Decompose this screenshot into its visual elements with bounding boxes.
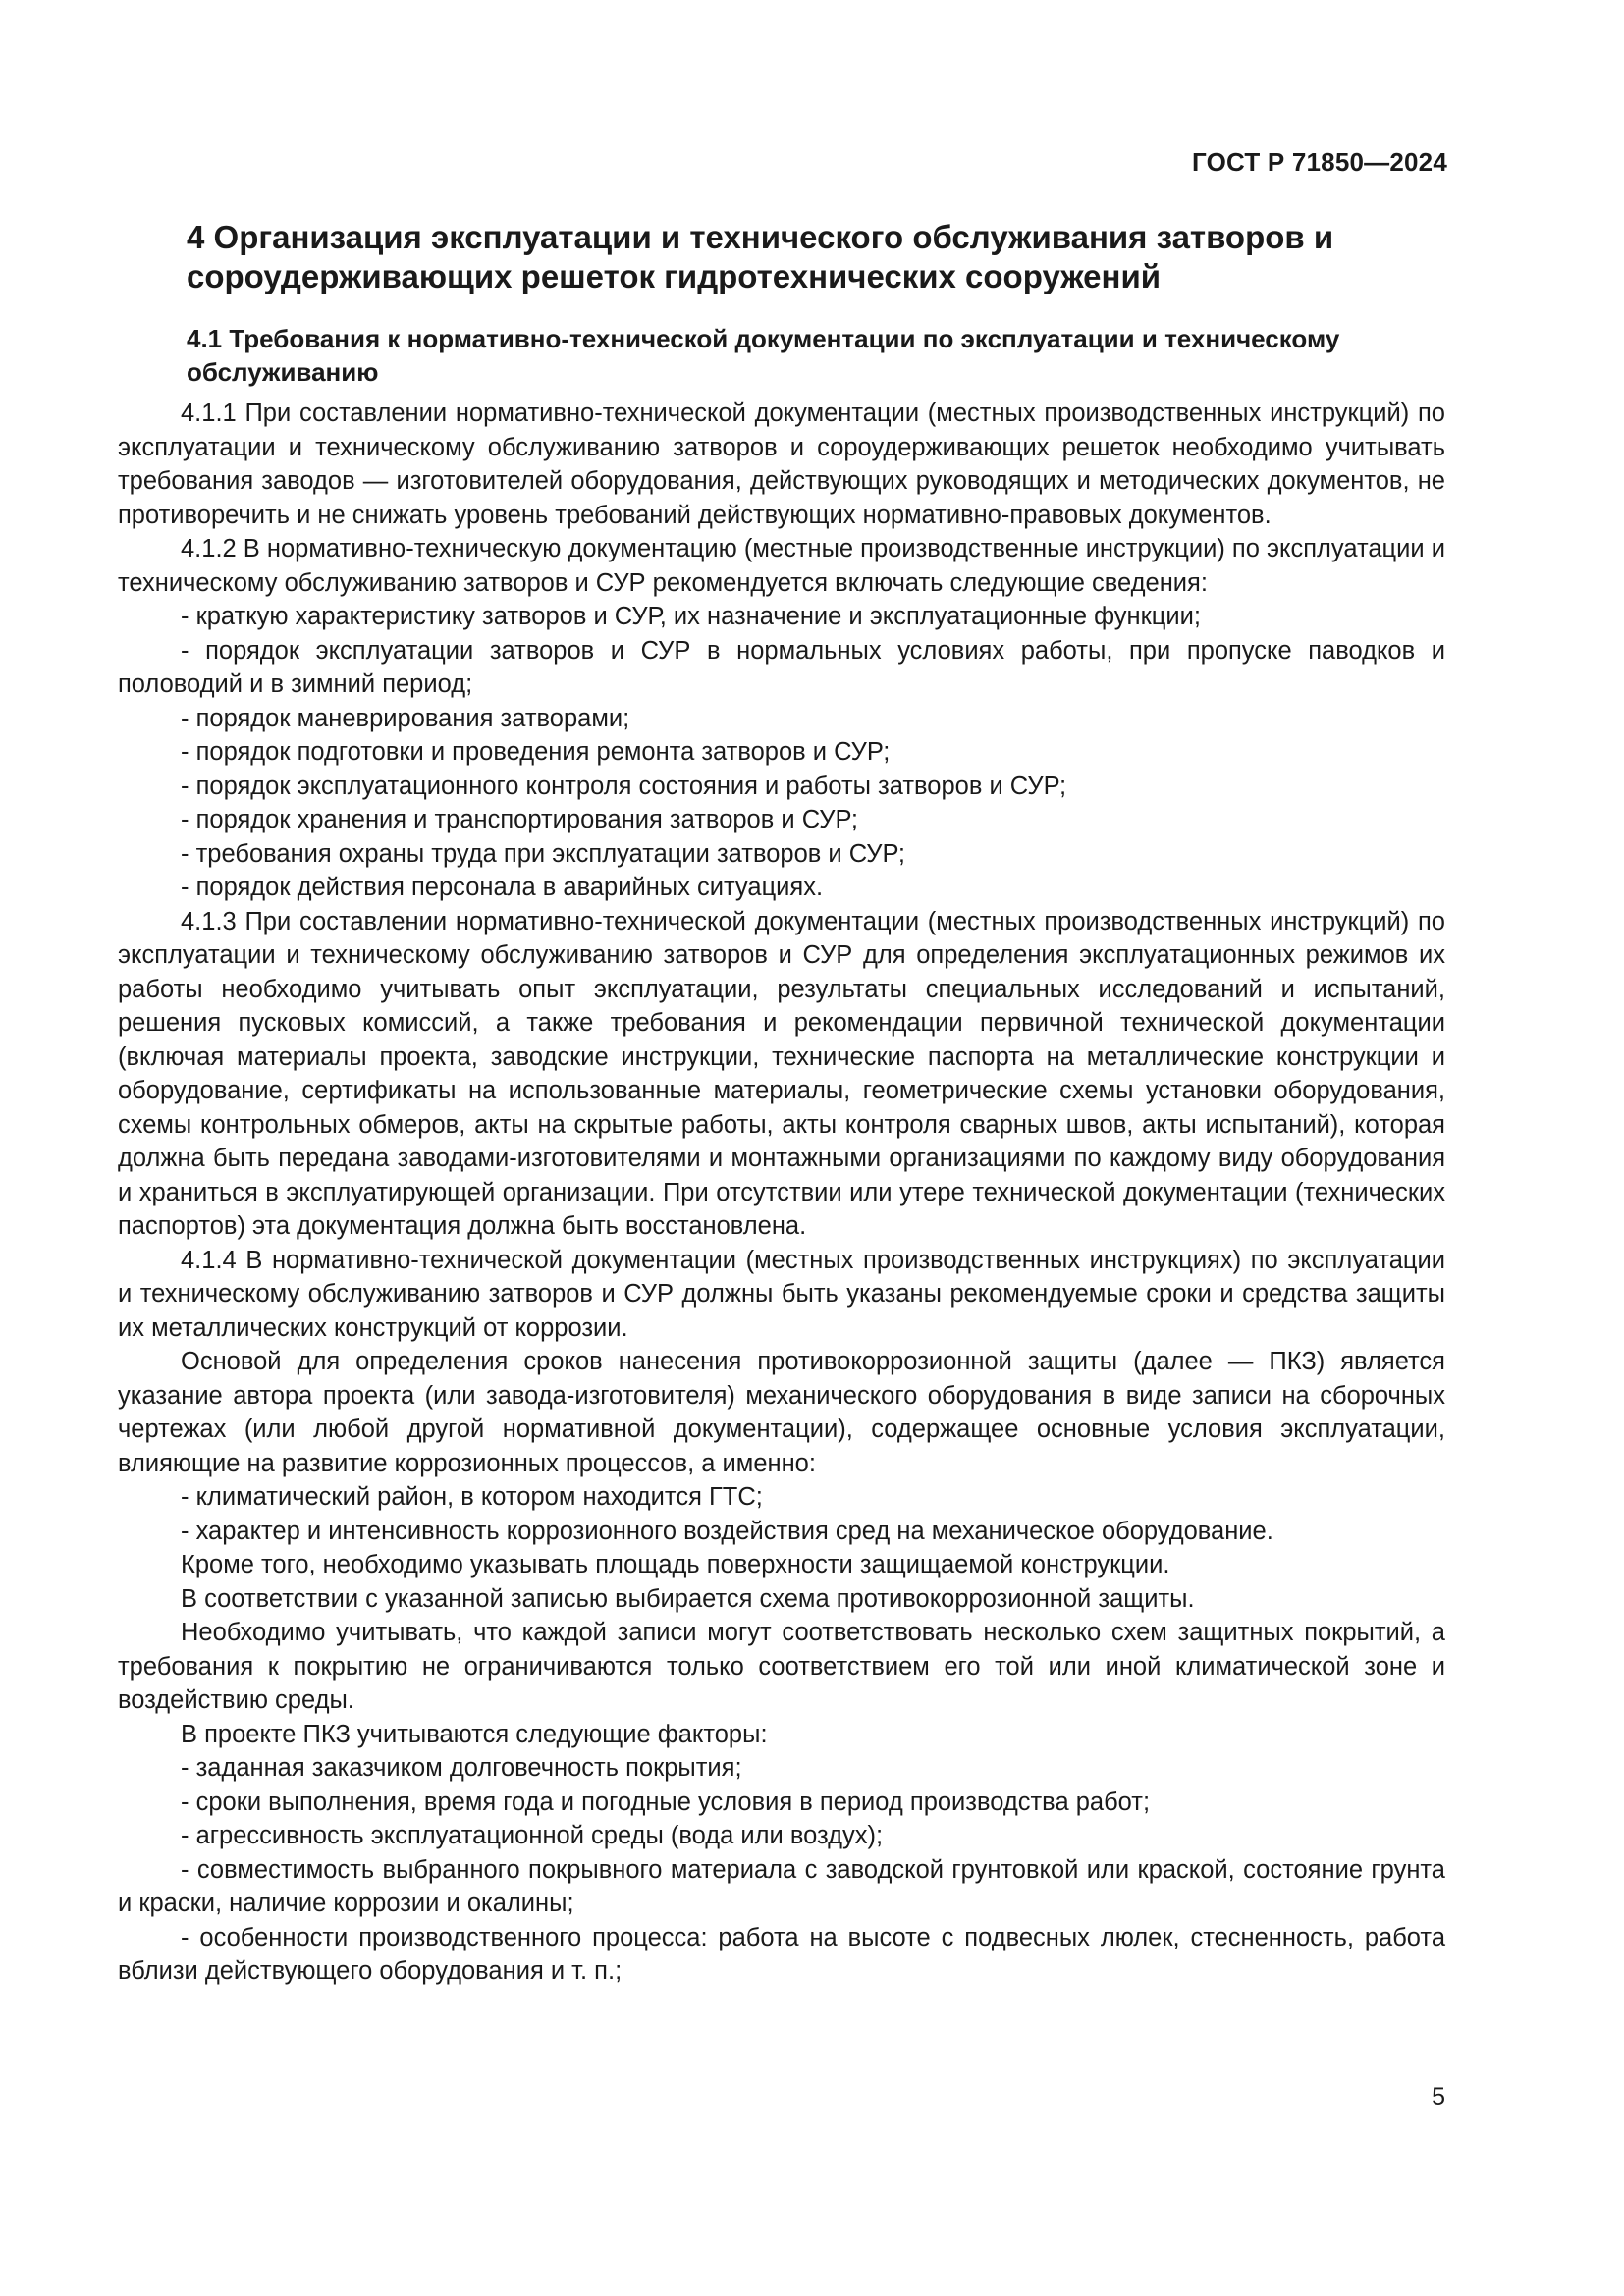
list-item: - совместимость выбранного покрывного материала с заводской грунтовкой или краской, состояние грунта и краски, наличие коррозии и окалины; xyxy=(118,1855,1445,1917)
body-text xyxy=(118,397,1445,1989)
subsection-title: 4.1 Требования к нормативно-технической документации по эксплуатации и техническому обслуживанию xyxy=(187,324,1340,387)
paragraph: Кроме того, необходимо указывать площадь поверхности защищаемой конструкции. xyxy=(181,1551,1170,1578)
section-title: 4 Организация эксплуатации и технического обслуживания затворов и сороудерживающих решеток гидротехнических сооружений xyxy=(187,219,1334,294)
list-item: - агрессивность эксплуатационной среды (вода или воздух); xyxy=(181,1822,884,1849)
list-item: - краткую характеристику затворов и СУР, их назначение и эксплуатационные функции; xyxy=(181,603,1201,630)
list-item: - требования охраны труда при эксплуатации затворов и СУР; xyxy=(181,839,906,868)
list-item: - заданная заказчиком долговечность покрытия; xyxy=(181,1754,742,1782)
page-number: 5 xyxy=(1432,2083,1445,2110)
list-item: - порядок маневрирования затворами; xyxy=(181,704,630,732)
paragraph: Основой для определения сроков нанесения противокоррозионной защиты (далее — ПКЗ) является указание автора проекта (или завода-изготовителя) механического оборудования в виде записи на сборочных чертежах (или любой другой нормативной документации), содержащее основные условия эксплуатации, влияющие на развитие коррозионных процессов, а именно: xyxy=(118,1348,1445,1477)
paragraph: 4.1.3 При составлении нормативно-технической документации (местных производственных инструкций) по эксплуатации и техническому обслуживанию затворов и СУР для определения эксплуатационных режимов их работы необходимо учитывать опыт эксплуатации, результаты специальных исследований и испытаний, решения пусковых комиссий, а также требования и рекомендации первичной технической документации (включая материалы проекта, заводские инструкции, технические паспорта на металлические конструкции и оборудование, сертификаты на использованные материалы, геометрические схемы установки оборудования, схемы контрольных обмеров, акты на скрытые работы, акты контроля сварных швов, акты испытаний), которая должна быть передана заводами-изготовителями и монтажными организациями по каждому виду оборудования и храниться в эксплуатирующей организации. При отсутствии или утере технической документации (технических паспортов) эта документация должна быть восстановлена. xyxy=(118,907,1445,1240)
list-item: - порядок хранения и транспортирования затворов и СУР; xyxy=(181,806,858,833)
list-item: - порядок эксплуатационного контроля состояния и работы затворов и СУР; xyxy=(181,772,1067,800)
list-item: - порядок действия персонала в аварийных ситуациях. xyxy=(181,874,824,901)
list-item: - порядок подготовки и проведения ремонта затворов и СУР; xyxy=(181,738,891,766)
paragraph: В соответствии с указанной записью выбирается схема противокоррозионной защиты. xyxy=(181,1584,1195,1613)
paragraph: 4.1.4 В нормативно-технической документации (местных производственных инструкциях) по эксплуатации и техническому обслуживанию затворов и СУР должны быть указаны рекомендуемые сроки и средства защиты их металлических конструкций от коррозии. xyxy=(118,1246,1445,1342)
list-item: - сроки выполнения, время года и погодные условия в период производства работ; xyxy=(181,1788,1151,1816)
paragraph: 4.1.2 В нормативно-техническую документацию (местные производственные инструкции) по эксплуатации и техническому обслуживанию затворов и СУР рекомендуется включать следующие сведения: xyxy=(118,535,1445,597)
paragraph: Необходимо учитывать, что каждой записи могут соответствовать несколько схем защитных покрытий, а требования к покрытию не ограничиваются только соответствием его той или иной климатической зоне и воздействию среды. xyxy=(118,1619,1445,1714)
page-content xyxy=(118,218,1445,1989)
paragraph: 4.1.1 При составлении нормативно-технической документации (местных производственных инструкций) по эксплуатации и техническому обслуживанию затворов и сороудерживающих решеток необходимо учитывать требования заводов — изготовителей оборудования, действующих руководящих и методических документов, не противоречить и не снижать уровень требований действующих нормативно-правовых документов. xyxy=(118,400,1445,529)
document-id-header: ГОСТ Р 71850—2024 xyxy=(1192,147,1447,177)
list-item: - порядок эксплуатации затворов и СУР в нормальных условиях работы, при пропуске паводков и половодий и в зимний период; xyxy=(118,636,1445,698)
paragraph: В проекте ПКЗ учитываются следующие факторы: xyxy=(181,1720,768,1748)
list-item: - климатический район, в котором находится ГТС; xyxy=(181,1483,763,1511)
list-item: - характер и интенсивность коррозионного воздействия сред на механическое оборудование. xyxy=(181,1517,1273,1545)
list-item: - особенности производственного процесса: работа на высоте с подвесных люлек, стесненность, работа вблизи действующего оборудования и т. п.; xyxy=(118,1923,1445,1985)
